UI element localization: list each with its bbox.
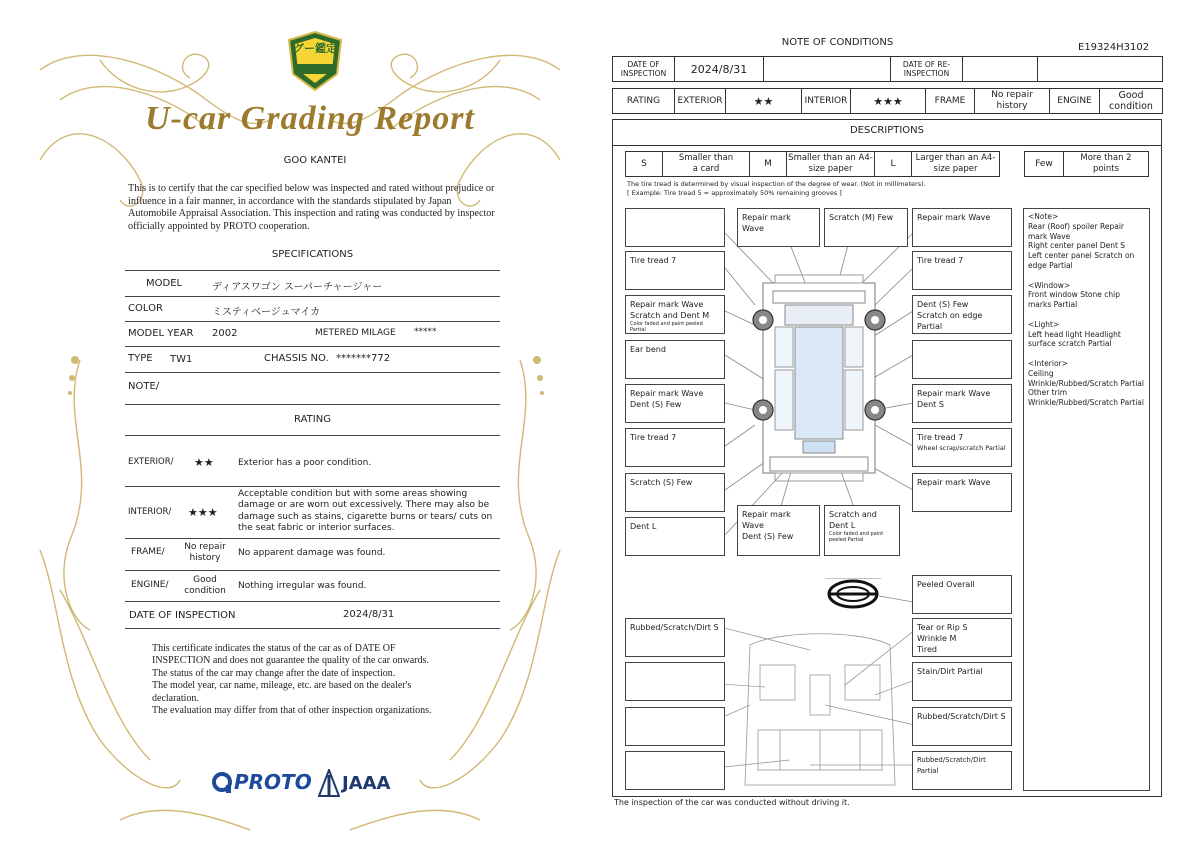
date-of-inspection-label: DATE OF INSPECTION (129, 610, 236, 621)
tread-note-2: [ Example: Tire tread 5 = approximately 50% remaining grooves ] (627, 189, 842, 197)
exterior-description: Exterior has a poor condition. (238, 458, 372, 468)
legend-s-desc: Smaller than a card (662, 151, 750, 177)
damage-text: Dent S (917, 400, 944, 409)
note-line (1028, 349, 1145, 359)
interior-car-diagram (720, 625, 920, 795)
damage-text: Repair mark Wave (742, 510, 791, 530)
legend-m-desc: Smaller than an A4-size paper (786, 151, 875, 177)
date-of-reinspection-label: DATE OF RE-INSPECTION (890, 56, 963, 82)
interior-box-console: Rubbed/Scratch/Dirt S (912, 707, 1012, 746)
jaaa-logo-icon (318, 769, 340, 797)
exterior-stars: ★★ (725, 88, 802, 114)
type-label: TYPE (128, 353, 153, 364)
note-line: Rear (Roof) spoiler Repair mark Wave (1028, 221, 1124, 241)
interior-box-left-1 (625, 662, 725, 701)
footer-line: The model year, car name, mileage, etc. are based on the dealer's (152, 680, 412, 692)
frame-description: No apparent damage was found. (238, 548, 386, 558)
damage-box-tire-rear-left: Tire tread 7 (625, 428, 725, 467)
frame-value: No repair history (184, 542, 226, 563)
engine-value: Good condition (184, 575, 226, 596)
descriptions-heading: DESCRIPTIONS (849, 125, 925, 136)
certificate-title: U-car Grading Report (145, 100, 475, 137)
damage-text: Color faded and paint peeled Partial (630, 321, 703, 333)
damage-text: Scratch on edge Partial (917, 311, 983, 331)
interior-box-left-3 (625, 751, 725, 790)
frame-label: FRAME/ (131, 547, 165, 557)
damage-box-mirror-right (912, 340, 1012, 379)
damage-box-steering: Peeled Overall (912, 575, 1012, 614)
interior-box-right-door-trim: Stain/Dirt Partial (912, 662, 1012, 701)
model-value: ディアスワゴン スーパーチャージャー (212, 282, 383, 293)
damage-box-rear-bumper-left: Dent L (625, 517, 725, 556)
model-label: MODEL (146, 278, 183, 289)
damage-text: Dent (S) Few (742, 532, 794, 541)
note-line: Other trim (1028, 388, 1068, 398)
note-line: Right center panel Dent S (1028, 241, 1126, 251)
conditions-title: NOTE OF CONDITIONS (781, 37, 894, 48)
legend-l: L (874, 151, 912, 177)
chassis-label: CHASSIS NO. (264, 353, 329, 364)
damage-box-front-left (625, 208, 725, 247)
proto-logo-icon (212, 771, 234, 795)
damage-text: Wrinkle M (917, 634, 957, 643)
steering-connector (879, 590, 913, 610)
jaaa-logo-text: JAAA (342, 773, 391, 794)
damage-box-rear-right: Repair mark Wave (912, 473, 1012, 512)
interior-label: INTERIOR (801, 88, 851, 114)
date-blank-cell (763, 56, 891, 82)
interior-box-rear-seat: Rubbed/Scratch/Dirt Partial (912, 751, 1012, 790)
exterior-stars: ★★ (194, 456, 214, 469)
rating-heading: RATING (294, 414, 331, 425)
model-year-label: MODEL YEAR (128, 328, 194, 339)
damage-text: Tired (917, 645, 937, 654)
conditions-footer: The inspection of the car was conducted without driving it. (614, 798, 850, 807)
engine-label: ENGINE (1049, 88, 1100, 114)
footer-line: The status of the car may change after the date of inspection. (152, 667, 396, 679)
type-value: TW1 (170, 354, 193, 365)
metered-mileage-value: ***** (414, 327, 437, 337)
exterior-label: EXTERIOR/ (128, 457, 174, 467)
damage-box-right-door (912, 384, 1012, 423)
footer-line: declaration. (152, 692, 199, 704)
damage-box-front-left-fender (625, 295, 725, 334)
interior-box-front-seat (912, 618, 1012, 657)
note-line (1028, 271, 1145, 281)
metered-mileage-label: METERED MILAGE (315, 328, 396, 338)
note-line: <Note> (1028, 212, 1059, 221)
damage-text: Repair mark Wave (630, 300, 704, 309)
legend-m: M (749, 151, 787, 177)
footer-line: The evaluation may differ from that of other inspection organizations. (152, 705, 432, 717)
badge-text: グー鑑定 (293, 42, 337, 55)
note-line: Left head light Headlight surface scratch Partial (1028, 329, 1121, 349)
damage-text: Repair mark Wave (917, 389, 991, 398)
note-line: <Interior> (1028, 358, 1068, 368)
legend-few: Few (1024, 151, 1064, 177)
damage-box-rear-left: Scratch (S) Few (625, 473, 725, 512)
damage-box-front-mid-left: Repair mark Wave (737, 208, 820, 247)
legend-l-desc: Larger than an A4-size paper (911, 151, 1000, 177)
conditions-id: E19324H3102 (1078, 42, 1150, 53)
legend-few-desc: More than 2 points (1063, 151, 1149, 177)
damage-text: Wheel scrap/scratch Partial (917, 444, 1006, 452)
engine-value: Good condition (1099, 88, 1163, 114)
interior-stars: ★★★ (188, 506, 218, 519)
note-line: Wrinkle/Rubbed/Scratch Partial (1028, 398, 1144, 408)
damage-box-left-door (625, 384, 725, 423)
reinspection-value-cell (962, 56, 1038, 82)
chassis-value: *******772 (336, 353, 391, 364)
damage-text: Color faded and paint peeled Partial (829, 531, 884, 543)
engine-description: Nothing irregular was found. (238, 581, 367, 591)
note-line: Left center panel Scratch on edge Partial (1028, 251, 1135, 270)
interior-label: INTERIOR/ (128, 507, 172, 517)
note-line (1028, 310, 1145, 320)
damage-text: Repair mark Wave (630, 389, 704, 398)
date-of-inspection-label: DATE OF INSPECTION (612, 56, 675, 82)
interior-stars: ★★★ (850, 88, 926, 114)
legend-s: S (625, 151, 663, 177)
engine-label: ENGINE/ (131, 580, 169, 590)
steering-wheel-icon (825, 578, 881, 610)
model-year-value: 2002 (212, 328, 238, 339)
frame-value: No repair history (974, 88, 1050, 114)
damage-box-front-right: Repair mark Wave (912, 208, 1012, 247)
damage-text: Scratch and Dent M (630, 311, 710, 320)
damage-box-rear-mid-right (824, 505, 900, 556)
certificate-subtitle: GOO KANTEI (283, 155, 347, 166)
interior-box-left-2 (625, 707, 725, 746)
damage-box-mirror-left: Ear bend (625, 340, 725, 379)
note-line: Front window Stone chip marks Partial (1028, 290, 1120, 310)
tread-note-1: The tire tread is determined by visual inspection of the degree of wear. (Not in millimeters). (627, 180, 926, 188)
note-label: NOTE/ (128, 381, 160, 392)
damage-box-tire-front-right: Tire tread 7 (912, 251, 1012, 290)
interior-box-ceiling: Rubbed/Scratch/Dirt S (625, 618, 725, 657)
color-label: COLOR (128, 303, 163, 314)
proto-logo-text: PROTO (234, 770, 312, 794)
note-of-conditions (600, 0, 1200, 848)
rating-label: RATING (612, 88, 675, 114)
date-of-inspection-value: 2024/8/31 (343, 609, 395, 620)
damage-box-front-mid-right: Scratch (M) Few (824, 208, 908, 247)
note-line: <Light> (1028, 319, 1060, 329)
certificate-footer (152, 643, 482, 717)
damage-box-rear-mid-left (737, 505, 820, 556)
interior-description: Acceptable condition but with some areas showing damage or are worn out excessively. There may also be damage such as stains, cigarette burns or tears/ cuts on the seat fabric or interior surfaces. (238, 489, 493, 534)
specifications-heading: SPECIFICATIONS (271, 249, 354, 260)
damage-box-tire-front-left: Tire tread 7 (625, 251, 725, 290)
notes-panel (1023, 208, 1150, 791)
certificate-intro: This is to certify that the car specified below was inspected and rated without prejudice or influence in a fair manner, in accordance with the standards stipulated by Japan Automobile Appraisal Association. This inspection and rating was conducted by inspector officially appointed by PROTO cooperation. (128, 183, 495, 232)
damage-text: Tire tread 7 (917, 433, 964, 442)
date-of-inspection-value: 2024/8/31 (674, 56, 764, 82)
damage-text: Tear or Rip S (917, 623, 968, 632)
frame-label: FRAME (925, 88, 975, 114)
note-line: Ceiling (1028, 368, 1054, 378)
reinspection-blank-cell (1037, 56, 1163, 82)
footer-line: This certificate indicates the status of the car as of DATE OF (152, 643, 396, 654)
damage-text: Dent (S) Few (917, 300, 969, 309)
color-value: ミスティベージュマイカ (212, 307, 321, 318)
damage-text: Dent (S) Few (630, 400, 682, 409)
damage-box-tire-rear-right (912, 428, 1012, 467)
note-line: <Window> (1028, 280, 1071, 290)
damage-text: Scratch and Dent L (829, 510, 877, 530)
footer-line: INSPECTION and does not guarantee the quality of the car onwards. (152, 655, 429, 667)
damage-box-front-right-fender (912, 295, 1012, 334)
exterior-label: EXTERIOR (674, 88, 726, 114)
note-line: Wrinkle/Rubbed/Scratch Partial (1028, 378, 1144, 388)
